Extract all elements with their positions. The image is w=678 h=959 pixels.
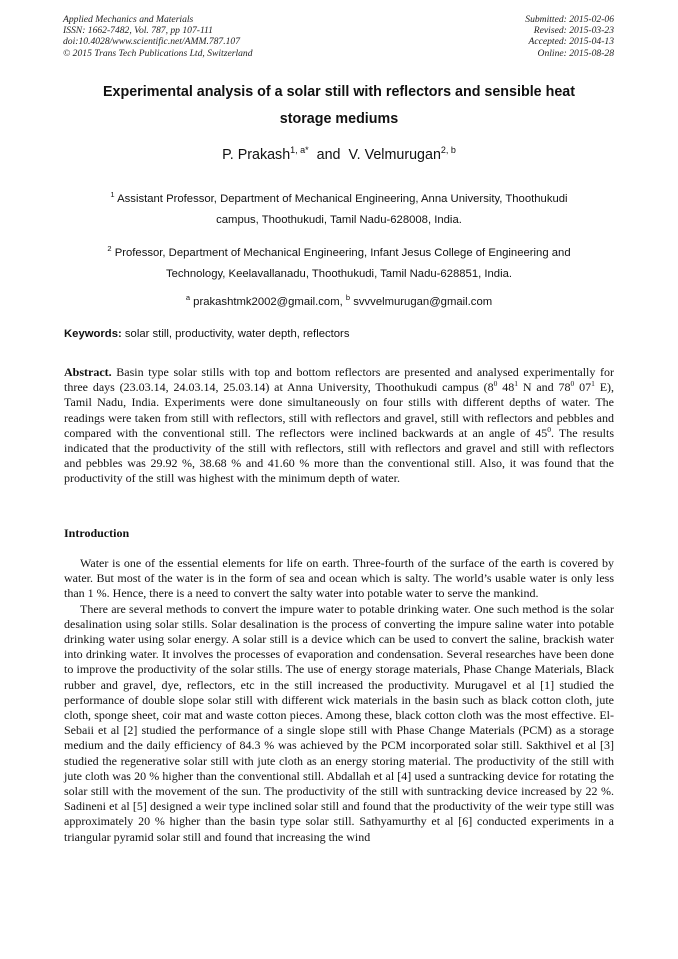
author-conjunction: and: [316, 146, 341, 163]
date-revised: Revised: 2015-03-23: [533, 25, 614, 37]
keywords-text: solar still, productivity, water depth, reflectors: [124, 328, 350, 340]
affiliation-1-line-1: Assistant Professor, Department of Mechanical Engineering, Anna University, Thoothukudi: [117, 192, 568, 205]
authors: [0, 145, 678, 163]
affiliation-1: [78, 184, 600, 232]
intro-paragraph-2: There are several methods to convert the impure water to potable drinking water. One such method is the solar desalination using solar stills. Solar desalination is the process of converting the impure saline water into potable drinking water using solar energy. A solar still is a device which can be used to convert the saline, brackish water into drinking water. It involves the processes of evaporation and condensation. Several researches have been done to improve the productivity of the solar stills. The use of energy storage materials, Phase Change Materials, Black rubber and gravel, dye, reflectors, etc in the still increased the productivity. Murugavel et al [1] studied the performance of double slope solar still with different wick materials in the basin such as black cotton cloth, jute cloth, sponge sheet, coir mat and waste cotton pieces. Among these, black cotton cloth was the most effective. El-Sebaii et al [2] studied the performance of a single slope still with Phase Change Materials (PCM) as a storage medium and the daily efficiency of 84.3 % was achieved by the PCM incorporated solar still. Sakthivel et al [3] studied the regenerative solar still with jute cloth as an energy storing material. The productivity of the still with jute cloth was 20 % higher than the conventional still. Abdallah et al [4] used a suntracking device for rotating the solar still with the movement of the sun. The productivity of the still with suntracking device increased by 22 %. Sadineni et al [5] designed a weir type inclined solar still and found that the productivity of the weir type still was approximately 20 % higher than the basin type solar still. Sathyamurthy et al [6] conducted experiments in a triangular pyramid solar still and found that increasing the wind: [64, 601, 614, 844]
abstract-text-2: 48: [497, 380, 515, 395]
abstract: [64, 365, 614, 487]
abstract-label: Abstract.: [64, 365, 112, 379]
intro-paragraph-1: Water is one of the essential elements for life on earth. Three-fourth of the surface of the earth is covered by water. But most of the water is in the form of sea and ocean which is salty. The world’s usable water is only less than 1 %. Hence, there is a need to convert the salty water into potable water to serve the mankind.: [64, 556, 614, 601]
title-line-2: storage mediums: [279, 111, 399, 127]
affiliation-2-sup: 2: [107, 244, 112, 253]
author-1-name: P. Prakash: [222, 146, 291, 163]
abstract-text-5: E), Tamil Nadu, India. Experiments were done simultaneously on four stills with different depths of water. The readings were taken from still with reflectors, still with reflectors and gravel, still with reflectors and pebbles and compared with the conventional still. The reflectors were inclined backwards at an angle of 45: [64, 380, 615, 440]
date-submitted: Submitted: 2015-02-06: [525, 14, 614, 25]
journal-issn: ISSN: 1662-7482, Vol. 787, pp 107-111: [63, 25, 213, 37]
affiliation-1-sup: 1: [110, 190, 115, 199]
affiliation-1-line-2: campus, Thoothukudi, Tamil Nadu-628008, India.: [216, 214, 462, 227]
abstract-sup-2: 1: [514, 379, 518, 389]
paper-title: [60, 79, 618, 133]
email-b-sup: b: [345, 293, 351, 302]
abstract-sup-4: 1: [591, 379, 595, 389]
abstract-sup-3: 0: [570, 379, 575, 389]
author-emails: [0, 293, 678, 308]
email-a-sup: a: [185, 293, 191, 302]
author-2-name: V. Velmurugan: [348, 146, 441, 163]
introduction-body: [64, 556, 614, 845]
title-line-1: Experimental analysis of a solar still with reflectors and sensible heat: [103, 84, 575, 100]
keywords: [64, 328, 349, 340]
author-1-sup: 1, a*: [290, 145, 309, 155]
date-online: Online: 2015-08-28: [537, 47, 614, 59]
journal-info: [63, 14, 253, 59]
journal-doi: doi:10.4028/www.scientific.net/AMM.787.107: [63, 36, 241, 48]
section-heading-introduction: Introduction: [64, 526, 130, 540]
keywords-label: Keywords:: [64, 328, 122, 340]
abstract-sup-1: 0: [493, 379, 498, 389]
journal-name: Applied Mechanics and Materials: [63, 14, 194, 25]
affiliation-2-line-2: Technology, Keelavallanadu, Thoothukudi, Tamil Nadu-628851, India.: [165, 268, 513, 281]
abstract-text-3: N and 78: [518, 380, 571, 395]
date-accepted: Accepted: 2015-04-13: [528, 36, 614, 48]
submission-dates: [525, 14, 614, 59]
author-2-sup: 2, b: [440, 145, 456, 155]
abstract-text-4: 07: [574, 380, 592, 395]
abstract-text-6: . The results indicated that the productivity of the still with reflectors, still with reflectors and gravel and still with reflectors and pebbles was 29.92 %, 38.68 % and 41.60 % more than the conventional still. Also, it was found that the productivity of the still was highest with the minimum depth of water.: [64, 425, 614, 486]
affiliation-2: [78, 238, 600, 286]
affiliation-2-line-1: Professor, Department of Mechanical Engineering, Infant Jesus College of Engineering and: [114, 246, 571, 259]
email-b[interactable]: svvvelmurugan@gmail.com: [353, 295, 493, 308]
email-a[interactable]: prakashtmk2002@gmail.com,: [193, 295, 343, 308]
abstract-text-1: Basin type solar stills with top and bottom reflectors are presented and analysed experimentally for three days (23.03.14, 24.03.14, 25.03.14) at Anna University, Thoothukudi campus (8: [64, 365, 614, 395]
abstract-sup-5: 0: [547, 424, 551, 434]
journal-copyright: © 2015 Trans Tech Publications Ltd, Switzerland: [63, 47, 253, 59]
